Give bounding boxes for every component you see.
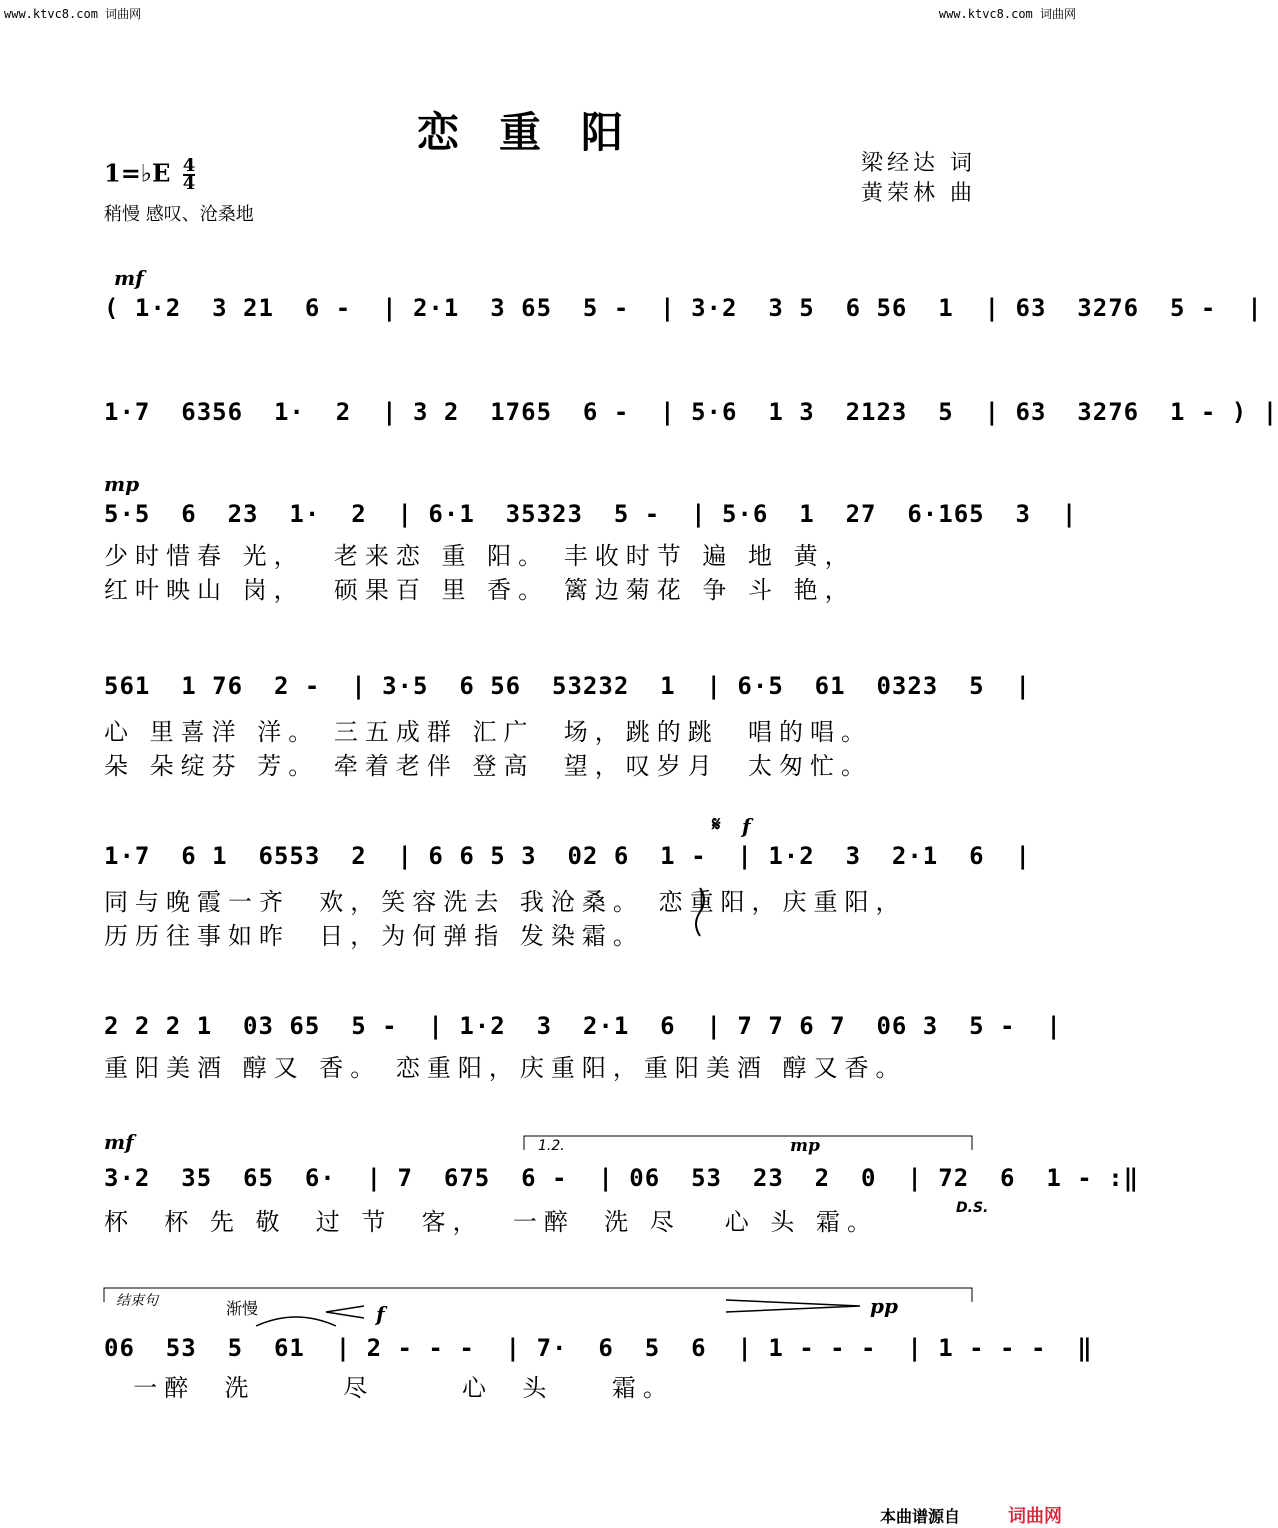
- dynamic-mf-1: mf: [114, 266, 144, 290]
- slur-ending: [256, 1317, 336, 1326]
- crescendo-hairpin: [326, 1306, 364, 1318]
- time-signature-bottom: 4: [182, 173, 196, 194]
- segno-sign: 𝄋: [712, 812, 721, 836]
- staff-2: 1·7 6356 1· 2 | 3 2 1765 6 - | 5·6 1 3 2123 5 | 63 3276 1 - ) |: [104, 398, 1278, 426]
- time-signature-top: 4: [182, 155, 196, 176]
- lyric-7: 杯 杯 先 敬 过 节 客， 一醉 洗 尽 心 头 霜。: [104, 1208, 878, 1236]
- composer-credit: 黄荣林 曲: [861, 181, 976, 206]
- lyric-3-verse-1: 少时惜春 光， 老来恋 重 阳。 丰收时节 遍 地 黄，: [104, 542, 856, 570]
- dynamic-pp: pp: [870, 1294, 898, 1318]
- staff-4: 561 1 76 2 - | 3·5 6 56 53232 1 | 6·5 61 0323 5 |: [104, 672, 1031, 700]
- lyric-5-verse-1: 同与晚霞一齐 欢，笑容洗去 我沧桑。 恋重阳，庆重阳，: [104, 888, 907, 916]
- lyric-3-verse-2: 红叶映山 岗， 硕果百 里 香。 篱边菊花 争 斗 艳，: [104, 576, 856, 604]
- dynamic-f-1: f: [742, 814, 751, 838]
- lyricist-credit: 梁经达 词: [861, 151, 976, 176]
- footer-site-logo[interactable]: 词曲网: [1008, 1506, 1062, 1527]
- staff-1: ( 1·2 3 21 6 - | 2·1 3 65 5 - | 3·2 3 5 6 56 1 | 63 3276 5 - |: [104, 294, 1263, 322]
- ending-bracket: [104, 1288, 972, 1302]
- staff-3: 5·5 6 23 1· 2 | 6·1 35323 5 - | 5·6 1 27 6·165 3 |: [104, 500, 1078, 528]
- rit-marking: 渐慢: [226, 1299, 259, 1318]
- volta-bracket: [524, 1136, 972, 1150]
- page-title: 恋重阳: [416, 108, 663, 157]
- tempo-marking: 稍慢 感叹、沧桑地: [104, 204, 254, 225]
- lyric-4-verse-2: 朵 朵绽芬 芳。 牵着老伴 登高 望，叹岁月 太匆忙。: [104, 752, 873, 780]
- staff-6: 2 2 2 1 03 65 5 - | 1·2 3 2·1 6 | 7 7 6 7 06 3 5 - |: [104, 1012, 1062, 1040]
- watermark-left: www.ktvc8.com 词曲网: [4, 7, 142, 21]
- dynamic-mp-1: mp: [104, 472, 140, 496]
- dynamic-mp-2: mp: [790, 1136, 820, 1156]
- decrescendo-hairpin: [726, 1300, 860, 1312]
- volta-label: 1.2.: [538, 1138, 565, 1154]
- lyric-8: 一醉 洗 尽 心 头 霜。: [104, 1374, 674, 1402]
- staff-7: 3·2 35 65 6· | 7 675 6 - | 06 53 23 2 0 | 72 6 1 - :‖: [104, 1164, 1140, 1192]
- verse-brace: [696, 888, 704, 936]
- ds-marking: D.S.: [956, 1200, 989, 1216]
- watermark-right: www.ktvc8.com 词曲网: [938, 7, 1076, 21]
- key-signature-text: 1=♭E: [104, 158, 171, 188]
- footer-source: 本曲谱源自: [879, 1507, 960, 1526]
- dynamic-mf-2: mf: [104, 1130, 134, 1154]
- dynamic-f-2: f: [376, 1302, 385, 1326]
- ending-label: 结束句: [116, 1293, 158, 1309]
- lyric-4-verse-1: 心 里喜洋 洋。 三五成群 汇广 场，跳的跳 唱的唱。: [104, 718, 873, 746]
- staff-8: 06 53 5 61 | 2 - - - | 7· 6 5 6 | 1 - - - | 1 - - - ‖: [104, 1334, 1093, 1362]
- lyric-5-verse-2: 历历往事如昨 日，为何弹指 发染霜。: [104, 922, 644, 950]
- staff-5: 1·7 6 1 6553 2 | 6 6 5 3 02 6 1 - | 1·2 3 2·1 6 |: [104, 842, 1031, 870]
- lyric-6: 重阳美酒 醇又 香。 恋重阳，庆重阳，重阳美酒 醇又香。: [104, 1054, 907, 1082]
